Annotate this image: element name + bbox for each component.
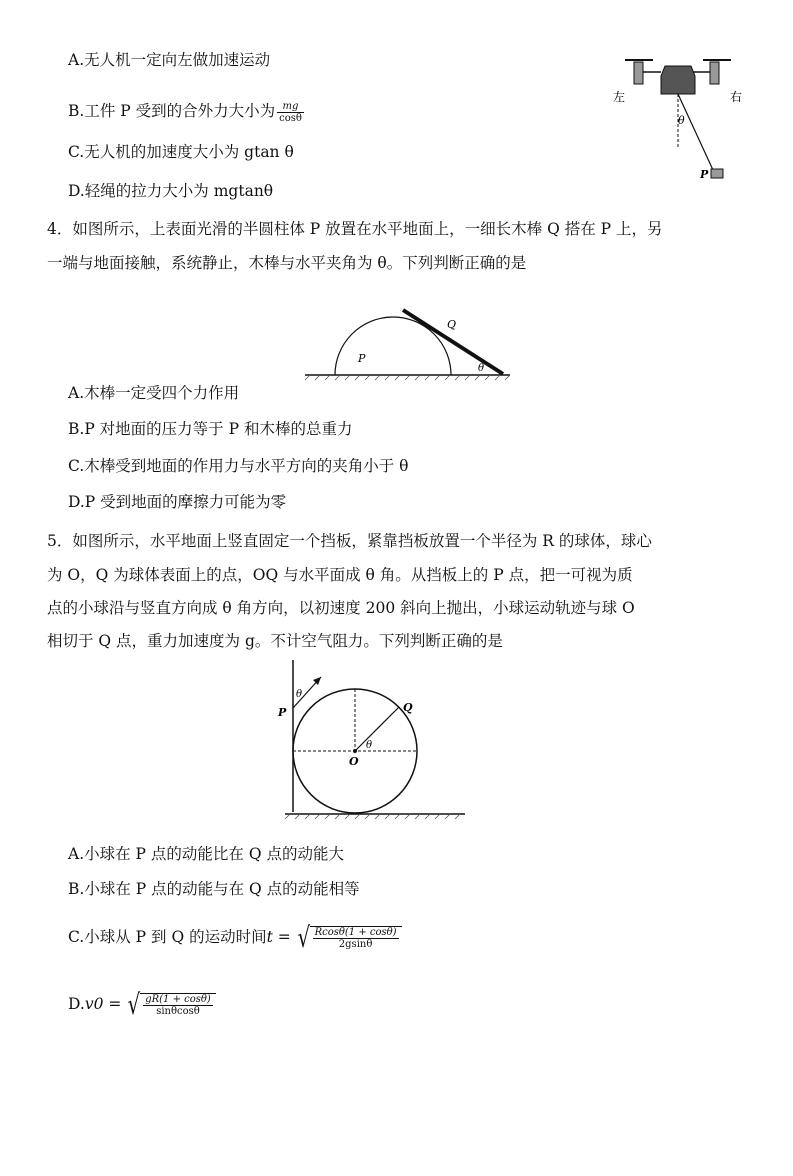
q3-option-c: C.无人机的加速度大小为 gtan θ (68, 143, 294, 161)
fraction-denominator: cosθ (279, 112, 302, 124)
q4-option-c: C.木棒受到地面的作用力与水平方向的夹角小于 θ (68, 457, 409, 475)
q5-stem-line1: 5．如图所示，水平地面上竖直固定一个挡板，紧靠挡板放置一个半径为 R 的球体，球心 (47, 532, 652, 550)
label-q: Q (403, 701, 413, 714)
label-left: 左 (613, 90, 626, 104)
q4-option-b: B.P 对地面的压力等于 P 和木棒的总重力 (68, 420, 353, 438)
label-theta: θ (678, 114, 685, 127)
q5-option-a: A.小球在 P 点的动能比在 Q 点的动能大 (68, 845, 344, 863)
q4-option-a: A.木棒一定受四个力作用 (68, 384, 240, 402)
label-right: 右 (730, 90, 743, 104)
q5-option-c (68, 923, 402, 953)
label-theta-o: θ (366, 740, 373, 751)
q3-option-d: D.轻绳的拉力大小为 mgtanθ (68, 182, 274, 200)
q5-stem-line2: 为 O，Q 为球体表面上的点，OQ 与水平面成 θ 角。从挡板上的 P 点，把一可视为质 (47, 566, 633, 584)
q5-option-d-sqrt: √ $\frac{gR(1 + \cos\theta)}{\sin\theta\cos\theta}$ (125, 990, 215, 1020)
fraction-denominator: 2gsinθ (338, 939, 373, 951)
fraction-numerator: Rcosθ(1 + cosθ) (314, 927, 397, 939)
drone-figure (605, 52, 755, 187)
label-p: P (358, 352, 366, 365)
label-theta: θ (478, 363, 485, 374)
q5-stem-line4: 相切于 Q 点，重力加速度为 g。不计空气阻力。下列判断正确的是 (47, 632, 503, 650)
q4-option-d: D.P 受到地面的摩擦力可能为零 (68, 493, 287, 511)
q5-option-d (68, 990, 216, 1020)
sphere-wall-figure (275, 660, 475, 825)
q3-option-b (68, 100, 304, 124)
q3-option-a: A.无人机一定向左做加速运动 (68, 51, 271, 69)
q3-option-b-text: B.工件 P 受到的合外力大小为 (68, 102, 276, 120)
label-p: P (278, 706, 287, 719)
q5-option-d-lhs: v0 = (84, 995, 122, 1013)
label-theta-p: θ (296, 689, 303, 700)
q3-option-b-fraction (277, 101, 304, 124)
q5-option-c-lhs: t = (266, 928, 291, 946)
fraction-numerator: gR(1 + cosθ) (145, 994, 211, 1006)
half-cylinder-figure (300, 300, 515, 385)
q5-option-c-sqrt: √ $\frac{Rcos\theta(1 + \cos\theta)}{2gsin\theta}$ (295, 923, 402, 953)
fraction-denominator: sinθcosθ (156, 1006, 200, 1018)
q5-stem-line3: 点的小球沿与竖直方向成 θ 角方向，以初速度 200 斜向上抛出，小球运动轨迹与球 O (47, 599, 635, 617)
label-q: Q (447, 318, 457, 331)
q5-option-b: B.小球在 P 点的动能与在 Q 点的动能相等 (68, 880, 360, 898)
q4-stem-line1: 4．如图所示，上表面光滑的半圆柱体 P 放置在水平地面上，一细长木棒 Q 搭在 P 上，另 (47, 220, 663, 238)
q5-option-d-text: D. (68, 995, 85, 1013)
label-o: O (349, 755, 359, 768)
q4-stem-line2: 一端与地面接触，系统静止，木棒与水平夹角为 θ。下列判断正确的是 (47, 254, 527, 272)
q5-option-c-text: C.小球从 P 到 Q 的运动时间 (68, 928, 267, 946)
fraction-numerator: mg (277, 101, 304, 113)
label-p: P (700, 168, 709, 181)
